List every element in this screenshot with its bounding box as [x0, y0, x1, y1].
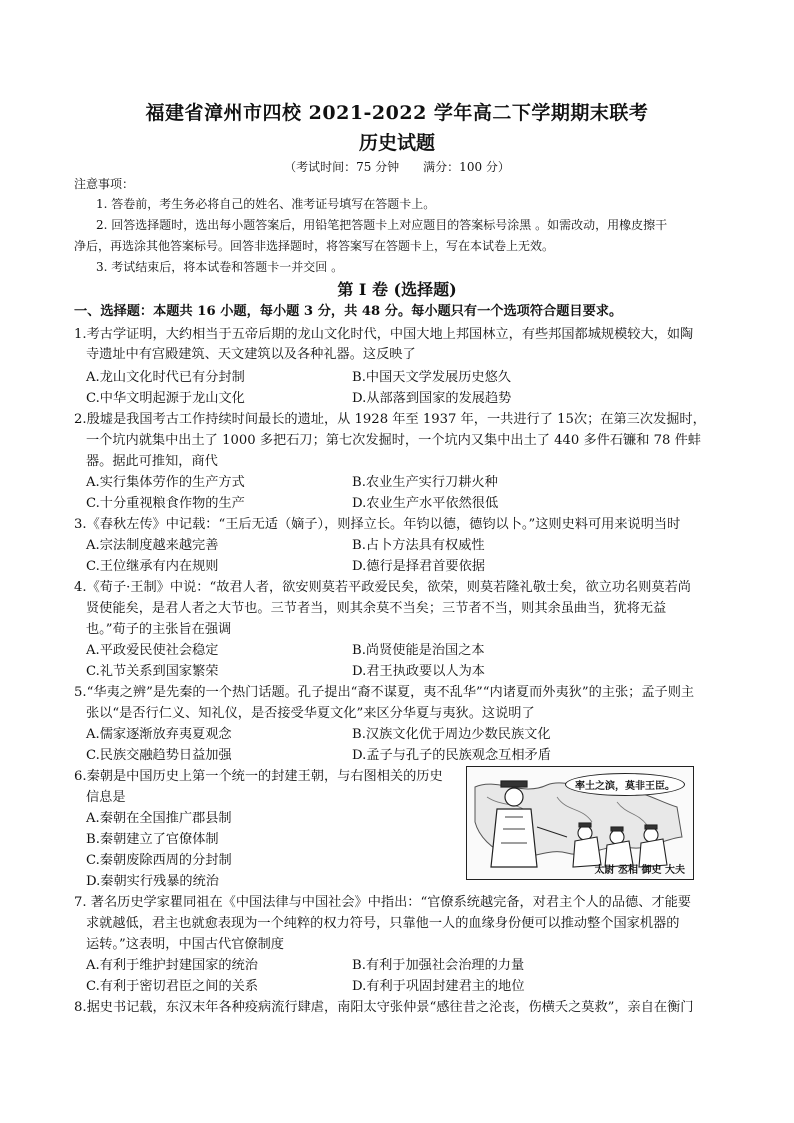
question-1-option-a: A.龙山文化时代已有分封制: [86, 370, 245, 385]
question-1-option-d: D.从部落到国家的发展趋势: [352, 391, 512, 406]
question-1-option-c: C.中华文明起源于龙山文化: [86, 391, 245, 406]
question-4-stem: 贤使能矣，是君人者之大节也。三节者当，则其余莫不当矣；三节者不当，则其余虽曲当，犹将无益: [86, 601, 667, 616]
exam-meta: （考试时间：75 分钟 满分：100 分）: [284, 160, 510, 174]
question-6-option-d: D.秦朝实行残暴的统治: [86, 874, 219, 889]
question-3-option-c: C.王位继承有内在规则: [86, 559, 219, 574]
question-5-stem: 张以“是否行仁义、知礼仪，是否接受华夏文化”来区分华夏与夷狄。这说明了: [86, 706, 535, 721]
question-7-option-c: C.有利于密切君臣之间的关系: [86, 979, 259, 994]
notice-item: 1. 答卷前，考生务必将自己的姓名、准考证号填写在答题卡上。: [96, 197, 436, 211]
question-4-option-a: A.平政爱民使社会稳定: [86, 643, 219, 658]
question-6-option-b: B.秦朝建立了官僚体制: [86, 832, 219, 847]
qin-cartoon-figure: [466, 766, 694, 880]
notice-item: 2. 回答选择题时，选出每小题答案后，用铅笔把答题卡上对应题目的答案标号涂黑 。如需改动，用橡皮擦干: [96, 218, 668, 232]
question-6-stem: 6.秦朝是中国历史上第一个统一的封建王朝，与右图相关的历史: [74, 769, 443, 784]
question-4-option-c: C.礼节关系到国家繁荣: [86, 664, 219, 679]
speech-bubble: 率土之滨，莫非王臣。: [565, 773, 685, 796]
question-4-option-d: D.君王执政要以人为本: [352, 664, 485, 679]
question-3-option-d: D.德行是择君首要依据: [352, 559, 485, 574]
question-2-stem: 器。据此可推知，商代: [86, 454, 218, 469]
question-3-option-a: A.宗法制度越来越完善: [86, 538, 219, 553]
exam-title: 福建省漳州市四校 2021-2022 学年高二下学期期末联考: [145, 102, 649, 124]
question-2-option-c: C.十分重视粮食作物的生产: [86, 496, 245, 511]
question-5-option-b: B.汉族文化优于周边少数民族文化: [352, 727, 551, 742]
notice-item: 净后，再选涂其他答案标号。回答非选择题时，将答案写在答题卡上，写在本试卷上无效。: [74, 239, 555, 253]
question-1-option-b: B.中国天文学发展历史悠久: [352, 370, 511, 385]
notice-item: 3. 考试结束后，将本试卷和答题卡一并交回 。: [96, 260, 344, 274]
question-2-stem: 2.殷墟是我国考古工作持续时间最长的遗址，从 1928 年至 1937 年，一共进行了 15次；在第三次发掘时，: [74, 412, 706, 427]
question-6-option-c: C.秦朝废除西周的分封制: [86, 853, 232, 868]
section-title: 第 I 卷 (选择题): [337, 280, 457, 299]
question-6-option-a: A.秦朝在全国推广郡县制: [86, 811, 232, 826]
question-3-option-b: B.占卜方法具有权威性: [352, 538, 485, 553]
exam-subject: 历史试题: [358, 132, 435, 154]
figure-caption: 太尉 丞相 御史 大夫: [594, 865, 685, 876]
question-2-option-b: B.农业生产实行刀耕火种: [352, 475, 498, 490]
question-7-stem: 运转。”这表明，中国古代官僚制度: [86, 937, 284, 952]
question-5-option-d: D.孟子与孔子的民族观念互相矛盾: [352, 748, 551, 763]
notice-heading: 注意事项：: [74, 177, 135, 191]
question-7-option-b: B.有利于加强社会治理的力量: [352, 958, 525, 973]
question-5-option-a: A.儒家逐渐放弃夷夏观念: [86, 727, 232, 742]
question-4-option-b: B.尚贤使能是治国之本: [352, 643, 485, 658]
question-8-stem: 8.据史书记载，东汉末年各种疫病流行肆虐，南阳太守张仲景“感往昔之沦丧，伤横夭之莫救”，亲自在衡门: [74, 1000, 694, 1015]
question-7-option-a: A.有利于维护封建国家的统治: [86, 958, 258, 973]
question-1-stem: 1.考古学证明，大约相当于五帝后期的龙山文化时代，中国大地上邦国林立，有些邦国都城规模较大，如陶: [74, 327, 694, 342]
question-6-stem: 信息是: [86, 790, 126, 805]
question-5-option-c: C.民族交融趋势日益加强: [86, 748, 232, 763]
question-4-stem: 也。”荀子的主张旨在强调: [86, 622, 232, 637]
question-2-option-a: A.实行集体劳作的生产方式: [86, 475, 245, 490]
question-2-stem: 一个坑内就集中出土了 1000 多把石刀；第七次发掘时，一个坑内又集中出土了 440 多件石镰和 78 件蚌: [86, 433, 701, 448]
section-instruction: 一、选择题：本题共 16 小题，每小题 3 分，共 48 分。每小题只有一个选项符合题目要求。: [74, 304, 623, 319]
question-4-stem: 4.《荀子·王制》中说：“故君人者，欲安则莫若平政爱民矣，欲荣，则莫若隆礼敬士矣，欲立功名则莫若尚: [74, 580, 691, 595]
question-7-stem: 7. 著名历史学家瞿同祖在《中国法律与中国社会》中指出：“官僚系统越完备，对君主个人的品德、才能要: [74, 895, 691, 910]
question-1-stem: 寺遗址中有宫殿建筑、天文建筑以及各种礼器。这反映了: [86, 347, 416, 362]
question-3-stem: 3.《春秋左传》中记载：“王后无适（嫡子），则择立长。年钧以德，德钧以卜。”这则史料可用来说明当时: [74, 517, 681, 532]
question-5-stem: 5.“华夷之辨”是先秦的一个热门话题。孔子提出“裔不谋夏，夷不乱华”“内诸夏而外夷狄”的主张；孟子则主: [74, 685, 695, 700]
question-7-option-d: D.有利于巩固封建君主的地位: [352, 979, 525, 994]
question-2-option-d: D.农业生产水平依然很低: [352, 496, 499, 511]
question-7-stem: 求就越低，君主也就愈表现为一个纯粹的权力符号，只靠他一人的血缘身份便可以推动整个国家机器的: [86, 916, 680, 931]
